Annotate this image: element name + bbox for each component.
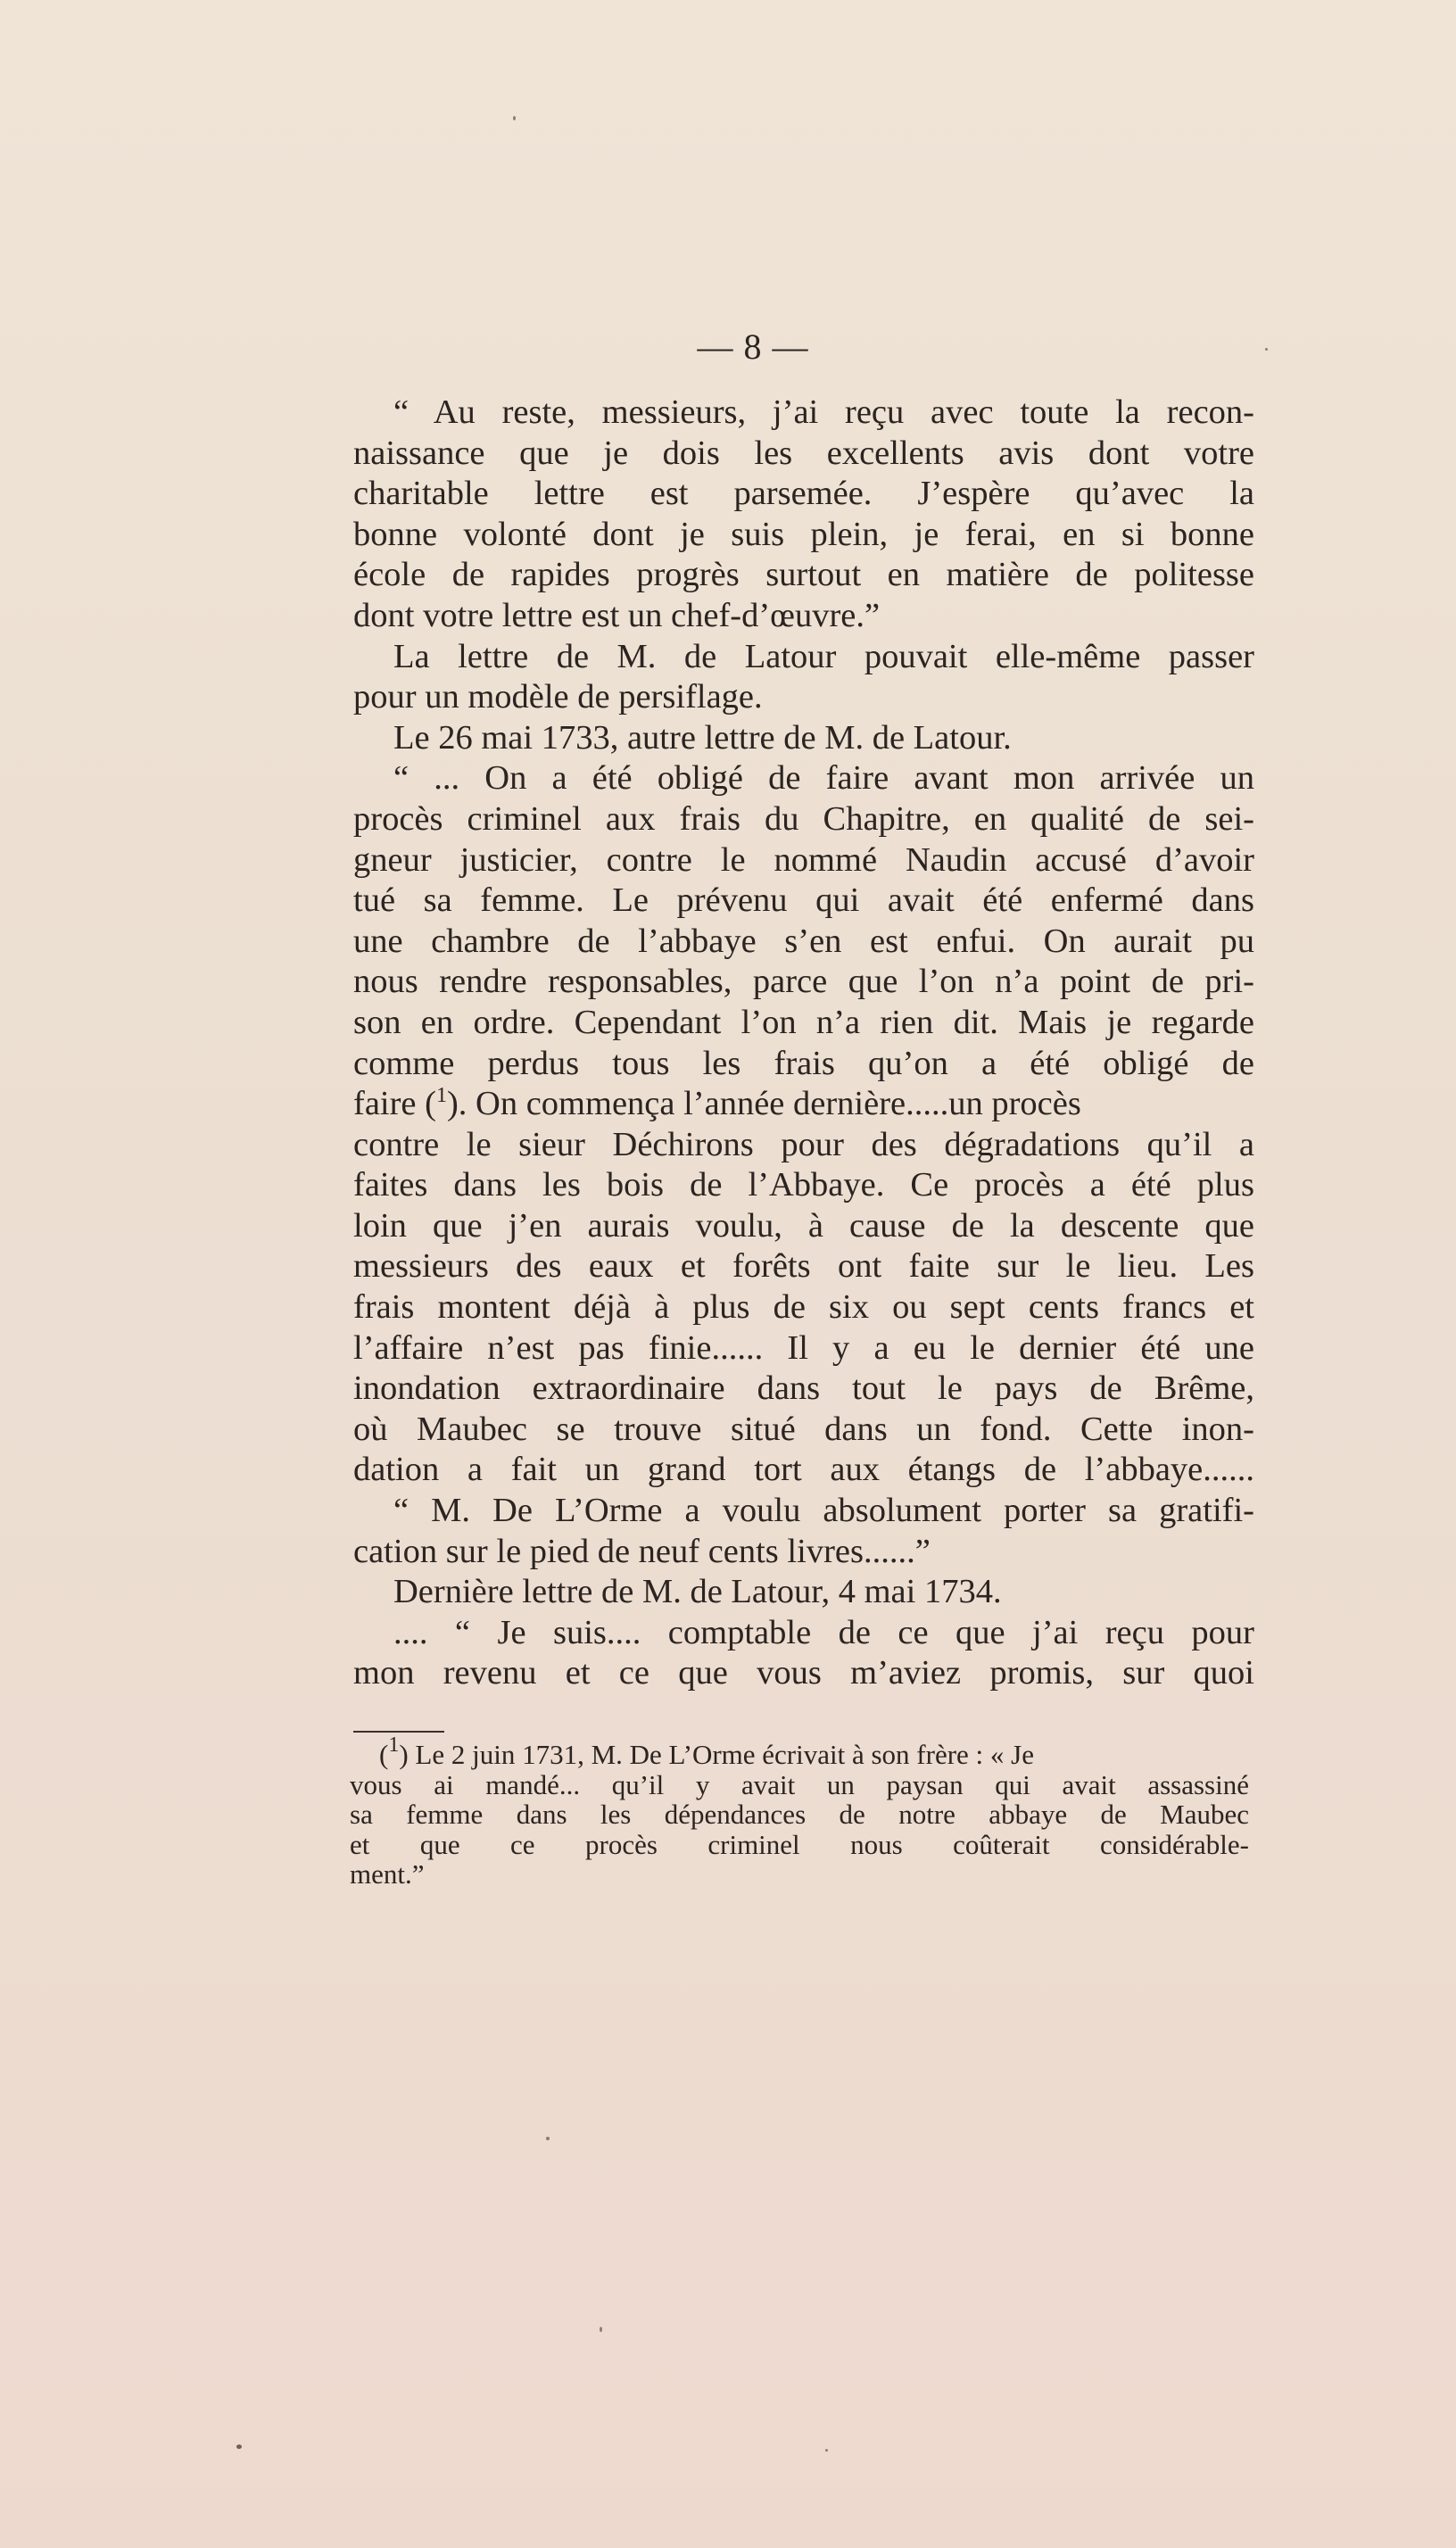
text-line: son en ordre. Cependant l’on n’a rien dit. Mais je regarde	[353, 1003, 1254, 1041]
footnote-line: vous ai mandé... qu’il y avait un paysan qui avait assassiné	[350, 1768, 1249, 1800]
footnote-line-content	[379, 1733, 1034, 1770]
text-line: mon revenu et ce que vous m’aviez promis, sur quoi	[353, 1654, 1254, 1692]
text-line: gneur justicier, contre le nommé Naudin accusé d’avoir	[353, 840, 1254, 879]
text-line: Le 26 mai 1733, autre lettre de M. de Latour.	[393, 718, 1012, 757]
text-fragment: faire ($^1$). On commença l’année dernière.....un procès	[353, 1084, 1081, 1123]
footnote-reference: 1	[435, 1084, 447, 1108]
paper-speck	[600, 2327, 602, 2332]
footnote-line: et que ce procès criminel nous coûterait considérable-	[350, 1828, 1249, 1860]
footnote-number: 1	[388, 1733, 400, 1757]
text-line: “ Au reste, messieurs, j’ai reçu avec toute la recon-	[393, 393, 1254, 431]
text-line: nous rendre responsables, parce que l’on n’a point de pri-	[353, 963, 1254, 1001]
text-line: dont votre lettre est un chef-d’œuvre.”	[353, 596, 881, 634]
text-line: l’affaire n’est pas finie...... Il y a eu le dernier été une	[353, 1328, 1254, 1367]
footnote-line: sa femme dans les dépendances de notre abbaye de Maubec	[350, 1799, 1249, 1830]
text-line: naissance que je dois les excellents avis dont votre	[353, 434, 1254, 472]
text-line: frais montent déjà à plus de six ou sept cents francs et	[353, 1288, 1254, 1327]
text-fragment-start: faire	[353, 1085, 417, 1123]
text-line: .... “ Je suis.... comptable de ce que j’ai reçu pour	[393, 1613, 1254, 1651]
text-line: La lettre de M. de Latour pouvait elle-même passer	[393, 637, 1254, 675]
paper-speck	[236, 2445, 242, 2449]
paper-speck	[825, 2449, 828, 2452]
paper-speck	[1265, 348, 1268, 351]
text-line: faites dans les bois de l’Abbaye. Ce procès a été plus	[353, 1166, 1254, 1204]
text-line: charitable lettre est parsemée. J’espère qu’avec la	[353, 475, 1254, 513]
body-text	[353, 393, 1254, 1694]
paper-speck	[513, 116, 516, 120]
text-line: une chambre de l’abbaye s’en est enfui. On aurait pu	[353, 922, 1254, 960]
text-line: pour un modèle de persiflage.	[353, 678, 763, 716]
text-line: contre le sieur Déchirons pour des dégradations qu’il a	[353, 1125, 1254, 1163]
footnote-open-paren: (	[379, 1739, 389, 1770]
text-line: Dernière lettre de M. de Latour, 4 mai 1734.	[393, 1573, 1002, 1611]
footnote-line	[350, 1733, 1249, 1770]
text-line: procès criminel aux frais du Chapitre, en qualité de sei-	[353, 799, 1254, 838]
text-fragment-end: ). On commença l’année dernière.....un procès	[446, 1085, 1081, 1123]
text-line: inondation extraordinaire dans tout le pays de Brême,	[353, 1369, 1254, 1408]
text-line: école de rapides progrès surtout en matière de politesse	[353, 556, 1254, 594]
text-line: où Maubec se trouve situé dans un fond. Cette inon-	[353, 1410, 1254, 1448]
text-line: dation a fait un grand tort aux étangs de l’abbaye......	[353, 1451, 1254, 1489]
text-line: bonne volonté dont je suis plein, je ferai, en si bonne	[353, 515, 1254, 553]
footnote	[350, 1733, 1249, 1890]
text-line: “ ... On a été obligé de faire avant mon arrivée un	[393, 759, 1254, 798]
text-line: comme perdus tous les frais qu’on a été obligé de	[353, 1044, 1254, 1082]
text-line: tué sa femme. Le prévenu qui avait été enfermé dans	[353, 881, 1254, 920]
text-line: messieurs des eaux et forêts ont faite sur le lieu. Les	[353, 1247, 1254, 1286]
footnote-divider	[353, 1731, 444, 1733]
text-line: “ M. De L’Orme a voulu absolument porter sa gratifi-	[393, 1492, 1254, 1530]
text-line: loin que j’en aurais voulu, à cause de la descente que	[353, 1206, 1254, 1245]
page-number: — 8 —	[697, 327, 809, 367]
text-line-with-footnote	[353, 1084, 1254, 1125]
footnote-line: ment.”	[350, 1858, 425, 1890]
text-line: cation sur le pied de neuf cents livres......”	[353, 1532, 931, 1570]
paper-speck	[546, 2137, 550, 2140]
footnote-text: ) Le 2 juin 1731, M. De L’Orme écrivait à son frère : « Je	[399, 1739, 1034, 1770]
